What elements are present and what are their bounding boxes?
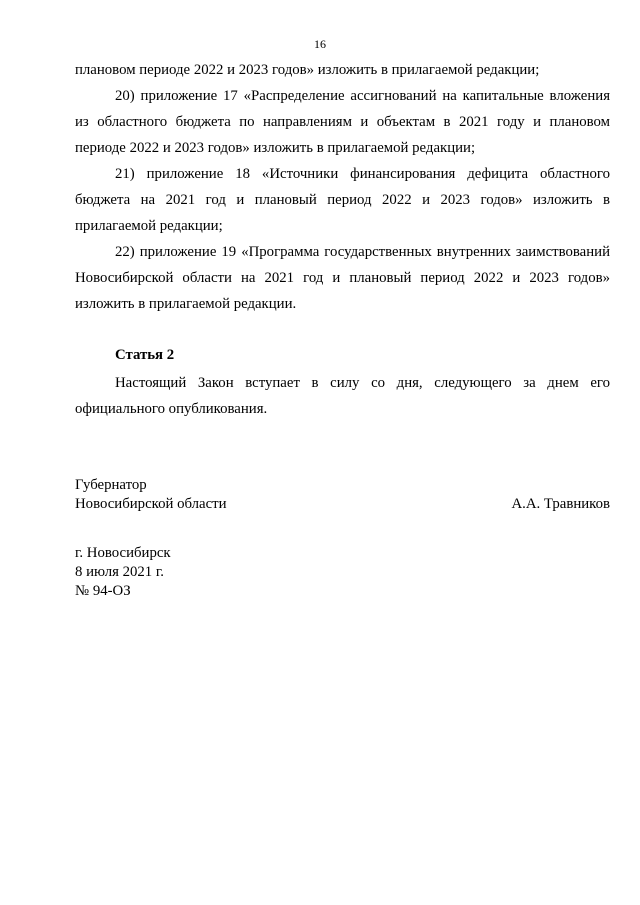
paragraph-item-21: 21) приложение 18 «Источники финансирования дефицита областного бюджета на 2021 год и плановый период 2022 и 2023 годов» изложить в прилагаемой редакции; bbox=[75, 166, 610, 234]
article-body bbox=[75, 370, 610, 422]
article-heading: Статья 2 bbox=[115, 347, 175, 363]
footer-city: г. Новосибирск bbox=[75, 545, 171, 561]
paragraph-item-22: 22) приложение 19 «Программа государственных внутренних заимствований Новосибирской области на 2021 год и плановый период 2022 и 2023 годов» изложить в прилагаемой редакции. bbox=[75, 244, 610, 312]
paragraph-item-20: 20) приложение 17 «Распределение ассигнований на капитальные вложения из областного бюджета по направлениям и объектам в 2021 году и плановом периоде 2022 и 2023 годов» изложить в прилагаемой редакции; bbox=[75, 88, 610, 156]
signature-title-line1: Губернатор bbox=[75, 477, 147, 493]
page-number: 16 bbox=[314, 37, 326, 51]
footer-date: 8 июля 2021 г. bbox=[75, 564, 164, 580]
amendments-list bbox=[75, 57, 610, 317]
signature-block bbox=[75, 476, 610, 514]
document-footer bbox=[75, 544, 610, 601]
footer-number: № 94-ОЗ bbox=[75, 583, 131, 599]
signature-title-line2: Новосибирской области bbox=[75, 496, 227, 512]
paragraph-continuation: плановом периоде 2022 и 2023 годов» изложить в прилагаемой редакции; bbox=[75, 62, 540, 78]
article-text: Настоящий Закон вступает в силу со дня, следующего за днем его официального опубликования. bbox=[75, 375, 610, 417]
signature-row bbox=[75, 495, 610, 514]
signatory-name: А.А. Травников bbox=[511, 496, 610, 512]
